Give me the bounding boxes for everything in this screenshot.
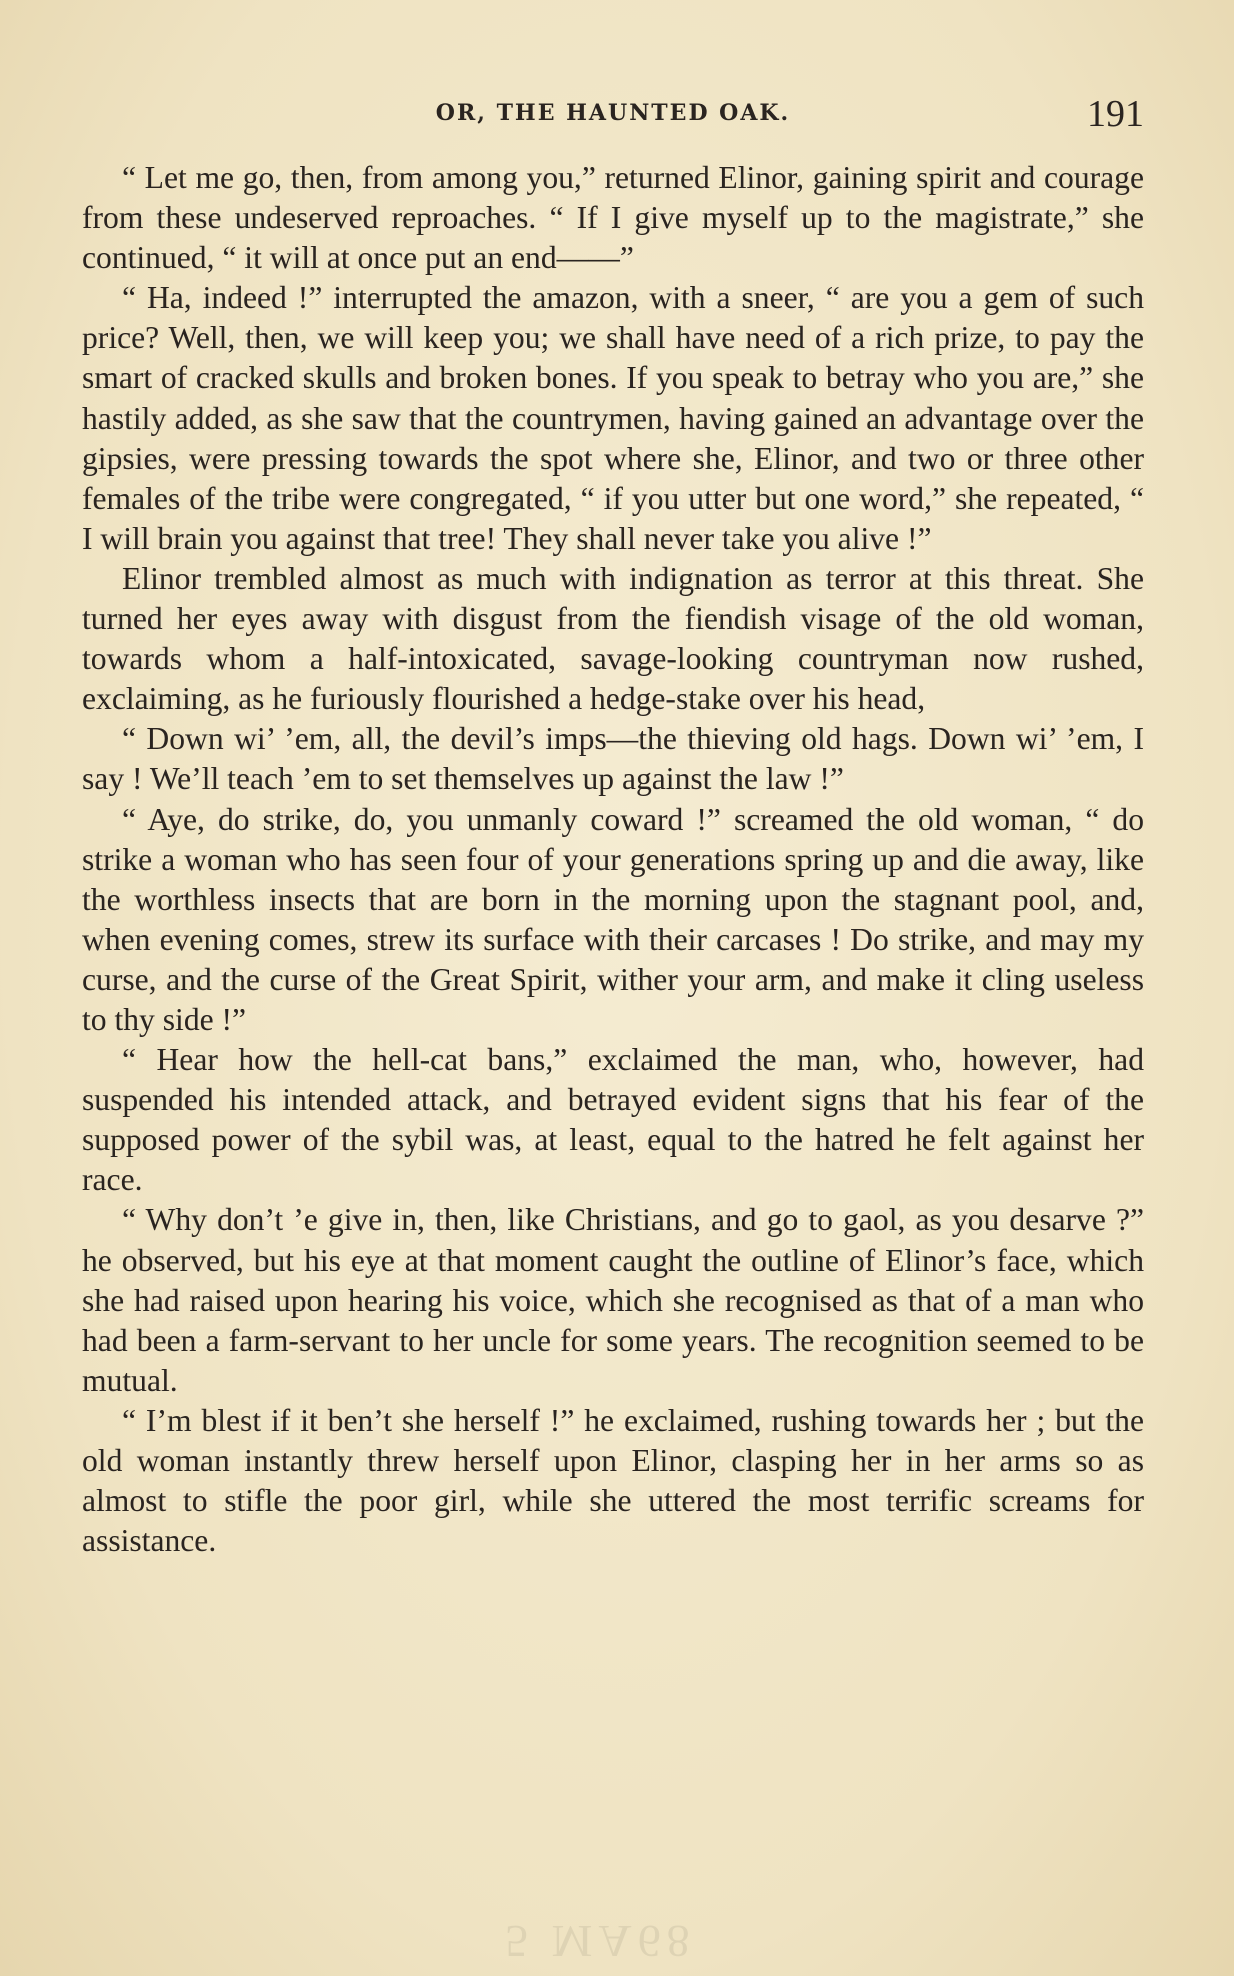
paragraph: “ Let me go, then, from among you,” returned Elinor, gaining spirit and courage from these undeserved reproaches. “ If I give myself up to the magistrate,” she continued, “ it will at once put an end——”	[82, 160, 1144, 276]
text-body	[82, 158, 1144, 1561]
paragraph: Elinor trembled almost as much with indignation as terror at this threat. She turned her eyes away with disgust from the fiendish visage of the old woman, towards whom a half-intoxicated, savage-looking countryman now rushed, exclaiming, as he furiously flourished a hedge-stake over his head,	[82, 560, 1144, 717]
paragraph: “ Hear how the hell-cat bans,” exclaimed the man, who, however, had suspended his intended attack, and betrayed evident signs that his fear of the supposed power of the sybil was, at least, equal to the hatred he felt against her race.	[82, 1042, 1144, 1198]
paragraph: “ Why don’t ’e give in, then, like Christians, and go to gaol, as you desarve ?” he observed, but his eye at that moment caught the outline of Elinor’s face, which she had raised upon hearing his voice, which she recognised as that of a man who had been a farm-servant to her uncle for some years. The recognition seemed to be mutual.	[82, 1202, 1144, 1398]
paragraph: “ Ha, indeed !” interrupted the amazon, with a sneer, “ are you a gem of such price? Well, then, we will keep you; we shall have need of a rich prize, to pay the smart of cracked skulls and broken bones. If you speak to betray who you are,” she hastily added, as she saw that the countrymen, having gained an advantage over the gipsies, were pressing towards the spot where she, Elinor, and two or three other females of the tribe were congregated, “ if you utter but one word,” she repeated, “ I will brain you against that tree! They shall never take you alive !”	[82, 280, 1144, 556]
paragraph: “ Down wi’ ’em, all, the devil’s imps—the thieving old hags. Down wi’ ’em, I say ! We’ll teach ’em to set themselves up against the law !”	[82, 721, 1144, 797]
paragraph: “ I’m blest if it ben’t she herself !” he exclaimed, rushing towards her ; but the old woman instantly threw herself upon Elinor, clasping her in her arms so as almost to stifle the poor girl, while she uttered the most terrific screams for assistance.	[82, 1402, 1144, 1559]
paragraph: “ Aye, do strike, do, you unmanly coward !” screamed the old woman, “ do strike a woman who has seen four of your generations spring up and die away, like the worthless insects that are born in the morning upon the stagnant pool, and, when evening comes, strew its surface with their carcases ! Do strike, and may my curse, and the curse of the Great Spirit, wither your arm, and make it cling useless to thy side !”	[82, 801, 1144, 1037]
page-number: 191	[1087, 93, 1144, 135]
bleed-through-mark: 5 MA68	[505, 1916, 696, 1967]
page-header	[82, 92, 1144, 142]
running-head: OR, THE HAUNTED OAK.	[435, 100, 791, 126]
